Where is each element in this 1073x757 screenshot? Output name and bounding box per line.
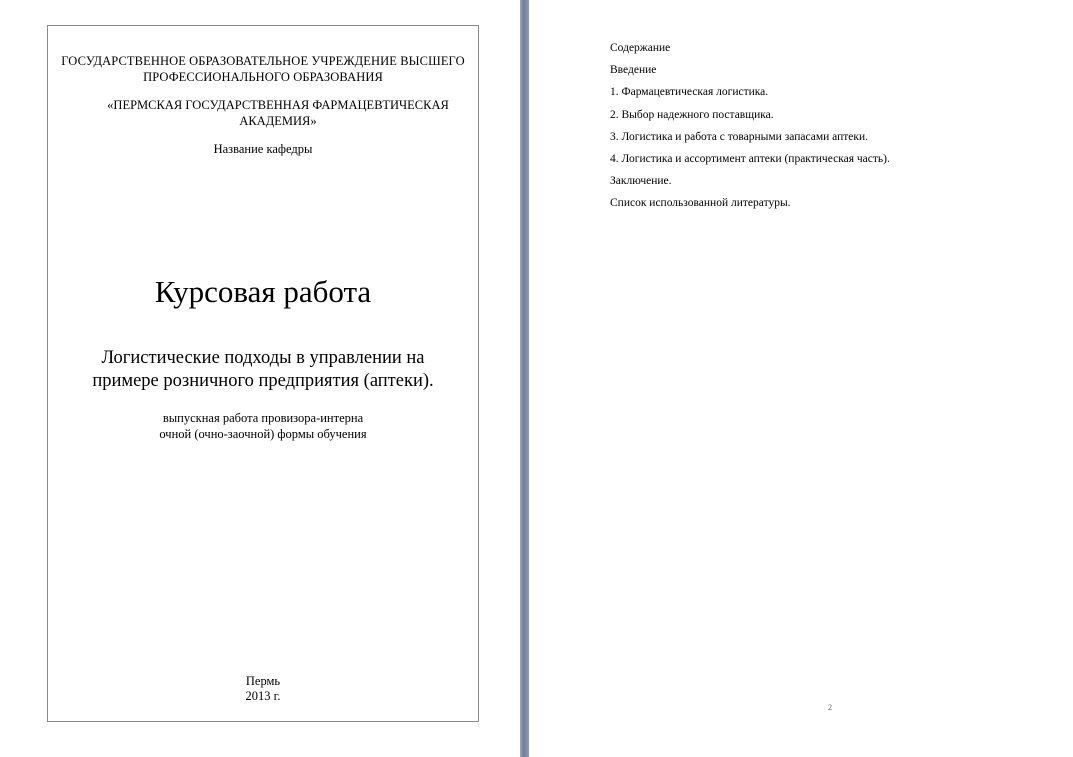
- institution-name: [48, 53, 478, 85]
- institution-line-2: ПРОФЕССИОНАЛЬНОГО ОБРАЗОВАНИЯ: [143, 70, 383, 84]
- work-title-line-2: примере розничного предприятия (аптеки).: [92, 371, 434, 391]
- toc-item: 2. Выбор надежного поставщика.: [610, 108, 774, 121]
- toc-item: Список использованной литературы.: [610, 197, 791, 210]
- work-title-line-1: Логистические подходы в управлении на: [101, 348, 425, 368]
- work-title: [48, 347, 478, 393]
- work-type-heading: Курсовая работа: [154, 274, 372, 309]
- page-number: 2: [828, 703, 832, 712]
- academy-line-1: «ПЕРМСКАЯ ГОСУДАРСТВЕННАЯ ФАРМАЦЕВТИЧЕСКАЯ: [107, 98, 449, 112]
- title-page: [0, 0, 518, 757]
- toc-item: 3. Логистика и работа с товарными запасами аптеки.: [610, 130, 868, 143]
- academy-name: [88, 97, 468, 129]
- city: Пермь: [245, 674, 281, 688]
- toc-item: Введение: [610, 64, 657, 77]
- title-page-frame: [47, 25, 479, 722]
- work-subtitle-line-1: выпускная работа провизора-интерна: [162, 411, 364, 425]
- contents-page: [531, 0, 1073, 757]
- academy-line-2: АКАДЕМИЯ»: [239, 114, 317, 128]
- work-subtitle-line-2: очной (очно-заочной) формы обучения: [159, 427, 367, 441]
- toc-item: 1. Фармацевтическая логистика.: [610, 86, 769, 99]
- page-gap-bar: [520, 0, 529, 757]
- year: 2013 г.: [245, 689, 281, 703]
- toc-item: 4. Логистика и ассортимент аптеки (практическая часть).: [610, 152, 890, 165]
- place-and-year: [48, 674, 478, 704]
- toc-item: Заключение.: [610, 175, 672, 188]
- department-name: Название кафедры: [213, 142, 313, 156]
- work-subtitle: [48, 410, 478, 442]
- table-of-contents: [610, 40, 890, 218]
- institution-line-1: ГОСУДАРСТВЕННОЕ ОБРАЗОВАТЕЛЬНОЕ УЧРЕЖДЕНИЕ ВЫСШЕГО: [61, 54, 465, 68]
- toc-heading: Содержание: [610, 42, 671, 54]
